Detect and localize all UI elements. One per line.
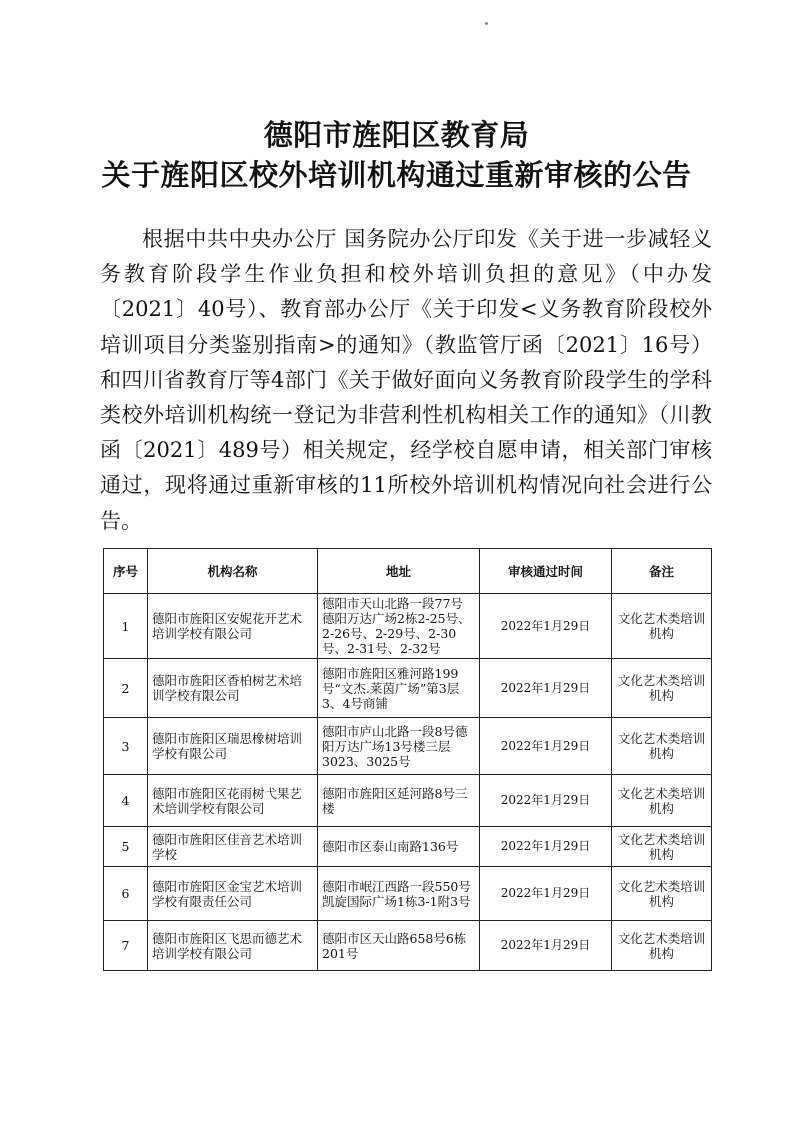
cell-note: 文化艺术类培训机构 [612, 775, 712, 827]
cell-address: 德阳市区泰山南路136号 [318, 827, 480, 867]
cell-date: 2022年1月29日 [480, 827, 612, 867]
header-no: 序号 [104, 549, 148, 594]
announcement-body [100, 222, 712, 539]
document-title-line2: 关于旌阳区校外培训机构通过重新审核的公告 [101, 158, 692, 192]
cell-date: 2022年1月29日 [480, 594, 612, 659]
scan-speck [485, 22, 488, 25]
cell-name: 德阳市旌阳区飞思而德艺术培训学校有限公司 [148, 921, 318, 971]
cell-name: 德阳市旌阳区金宝艺术培训学校有限责任公司 [148, 867, 318, 921]
cell-no: 2 [104, 659, 148, 718]
cell-date: 2022年1月29日 [480, 867, 612, 921]
table-row [104, 775, 712, 827]
cell-address: 德阳市岷江西路一段550号凯旋国际广场1栋3-1附3号 [318, 867, 480, 921]
table-row [104, 867, 712, 921]
header-address: 地址 [318, 549, 480, 594]
cell-note: 文化艺术类培训机构 [612, 718, 712, 775]
cell-no: 6 [104, 867, 148, 921]
cell-no: 5 [104, 827, 148, 867]
cell-address: 德阳市旌阳区雅河路199号“文杰.莱茵广场”第3层3、4号商铺 [318, 659, 480, 718]
cell-date: 2022年1月29日 [480, 775, 612, 827]
cell-name: 德阳市旌阳区安妮花开艺术培训学校有限公司 [148, 594, 318, 659]
table-row [104, 594, 712, 659]
cell-address: 德阳市区天山路658号6栋201号 [318, 921, 480, 971]
table-row [104, 921, 712, 971]
table-header-row [104, 549, 712, 594]
cell-name: 德阳市旌阳区佳音艺术培训学校 [148, 827, 318, 867]
cell-name: 德阳市旌阳区香柏树艺术培训学校有限公司 [148, 659, 318, 718]
cell-address: 德阳市天山北路一段77号德阳万达广场2栋2-25号、2-26号、2-29号、2-30号、2-31号、2-32号 [318, 594, 480, 659]
header-date: 审核通过时间 [480, 549, 612, 594]
table-row [104, 659, 712, 718]
table-row [104, 827, 712, 867]
cell-name: 德阳市旌阳区花雨树弋果艺术培训学校有限公司 [148, 775, 318, 827]
cell-note: 文化艺术类培训机构 [612, 659, 712, 718]
header-name: 机构名称 [148, 549, 318, 594]
cell-no: 1 [104, 594, 148, 659]
cell-name: 德阳市旌阳区瑞思橡树培训学校有限公司 [148, 718, 318, 775]
header-note: 备注 [612, 549, 712, 594]
institution-table [103, 548, 712, 971]
cell-date: 2022年1月29日 [480, 921, 612, 971]
cell-date: 2022年1月29日 [480, 659, 612, 718]
cell-note: 文化艺术类培训机构 [612, 827, 712, 867]
cell-date: 2022年1月29日 [480, 718, 612, 775]
table-row [104, 718, 712, 775]
document-title-line1: 德阳市旌阳区教育局 [263, 118, 530, 152]
cell-address: 德阳市旌阳区延河路8号三楼 [318, 775, 480, 827]
cell-note: 文化艺术类培训机构 [612, 594, 712, 659]
cell-address: 德阳市庐山北路一段8号德阳万达广场13号楼三层3023、3025号 [318, 718, 480, 775]
cell-no: 3 [104, 718, 148, 775]
cell-no: 4 [104, 775, 148, 827]
body-paragraph: 根据中共中央办公厅 国务院办公厅印发《关于进一步减轻义务教育阶段学生作业负担和校外培训负担的意见》（中办发〔2021〕40号）、教育部办公厅《关于印发<义务教育阶段校外培训项目分类鉴别指南>的通知》（教监管厅函〔2021〕16号）和四川省教育厅等4部门《关于做好面向义务教育阶段学生的学科类校外培训机构统一登记为非营利性机构相关工作的通知》（川教函〔2021〕489号）相关规定，经学校自愿申请，相关部门审核通过，现将通过重新审核的11所校外培训机构情况向社会进行公告。 [100, 227, 712, 533]
cell-no: 7 [104, 921, 148, 971]
cell-note: 文化艺术类培训机构 [612, 867, 712, 921]
cell-note: 文化艺术类培训机构 [612, 921, 712, 971]
